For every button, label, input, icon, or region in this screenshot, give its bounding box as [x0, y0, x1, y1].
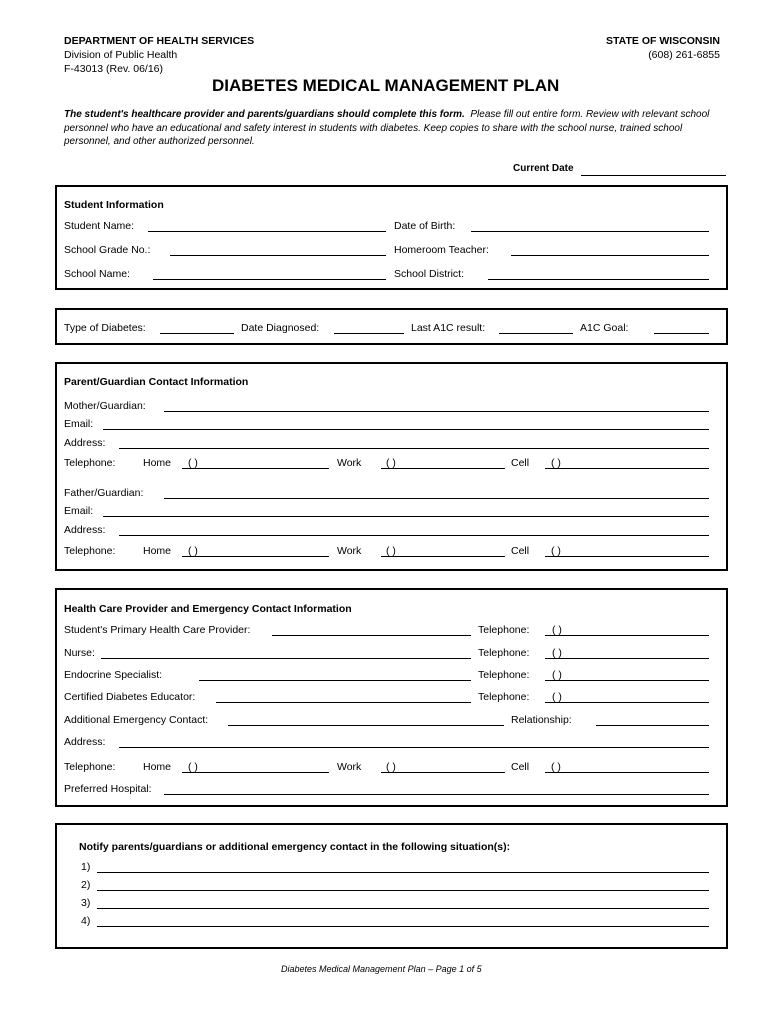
mother-home-paren: ( ) — [188, 457, 198, 469]
intro-rest: Please fill out entire form. Review with relevant school personnel who have an educational and safety interest in students with diabetes. Keep copies to share with the school nurse, trained school personnel, and other authorized personnel. — [64, 109, 710, 147]
mother-work-field[interactable] — [381, 468, 505, 469]
date-diagnosed-label: Date Diagnosed: — [241, 322, 320, 334]
mother-cell-label: Cell — [511, 457, 530, 469]
current-date-label: Current Date — [513, 163, 574, 174]
a1c-result-label: Last A1C result: — [411, 322, 486, 334]
endocrine-telephone-field[interactable] — [545, 680, 709, 681]
division-name: Division of Public Health — [64, 49, 178, 61]
contact-work-label: Work — [337, 761, 362, 773]
notify-item-3-field[interactable] — [97, 908, 709, 909]
district-field[interactable] — [488, 279, 709, 280]
primary-telephone-label: Telephone: — [478, 624, 530, 636]
notify-item-4-label: 4) — [81, 915, 91, 927]
a1c-goal-label: A1C Goal: — [580, 322, 629, 334]
nurse-field[interactable] — [101, 658, 471, 659]
diabetes-type-label: Type of Diabetes: — [64, 322, 146, 334]
state-phone: (608) 261-6855 — [648, 49, 720, 61]
additional-contact-label: Additional Emergency Contact: — [64, 714, 209, 726]
notify-item-2-label: 2) — [81, 879, 91, 891]
father-cell-label: Cell — [511, 545, 530, 557]
parent-info-heading: Parent/Guardian Contact Information — [64, 376, 249, 388]
father-work-field[interactable] — [381, 556, 505, 557]
homeroom-label: Homeroom Teacher: — [394, 244, 489, 256]
mother-work-paren: ( ) — [386, 457, 396, 469]
additional-contact-field[interactable] — [228, 725, 504, 726]
primary-telephone-paren: ( ) — [552, 624, 562, 636]
father-field[interactable] — [164, 498, 709, 499]
contact-home-field[interactable] — [182, 772, 329, 773]
homeroom-field[interactable] — [511, 255, 709, 256]
contact-cell-paren: ( ) — [551, 761, 561, 773]
hospital-label: Preferred Hospital: — [64, 783, 152, 795]
contact-telephone-label: Telephone: — [64, 761, 116, 773]
nurse-label: Nurse: — [64, 647, 95, 659]
contact-work-field[interactable] — [381, 772, 505, 773]
father-email-field[interactable] — [103, 516, 709, 517]
nurse-telephone-label: Telephone: — [478, 647, 530, 659]
cde-field[interactable] — [216, 702, 471, 703]
relationship-label: Relationship: — [511, 714, 572, 726]
grade-label: School Grade No.: — [64, 244, 151, 256]
mother-home-label: Home — [143, 457, 172, 469]
mother-home-field[interactable] — [182, 468, 329, 469]
grade-field[interactable] — [170, 255, 386, 256]
mother-address-label: Address: — [64, 437, 106, 449]
page-footer: Diabetes Medical Management Plan – Page 1 of 5 — [281, 964, 482, 974]
notify-item-3-label: 3) — [81, 897, 91, 909]
contact-home-paren: ( ) — [188, 761, 198, 773]
school-name-field[interactable] — [153, 279, 386, 280]
mother-work-label: Work — [337, 457, 362, 469]
contact-work-paren: ( ) — [386, 761, 396, 773]
mother-email-field[interactable] — [103, 429, 709, 430]
nurse-telephone-paren: ( ) — [552, 647, 562, 659]
endocrine-label: Endocrine Specialist: — [64, 669, 163, 681]
form-number: F-43013 (Rev. 06/16) — [64, 63, 164, 75]
father-cell-paren: ( ) — [551, 545, 561, 557]
primary-provider-label: Student's Primary Health Care Provider: — [64, 624, 251, 636]
contact-cell-field[interactable] — [545, 772, 709, 773]
relationship-field[interactable] — [596, 725, 709, 726]
endocrine-telephone-label: Telephone: — [478, 669, 530, 681]
contact-address-label: Address: — [64, 736, 106, 748]
mother-cell-paren: ( ) — [551, 457, 561, 469]
district-label: School District: — [394, 268, 465, 280]
father-address-field[interactable] — [119, 535, 709, 536]
father-work-paren: ( ) — [386, 545, 396, 557]
father-email-label: Email: — [64, 505, 94, 517]
father-telephone-label: Telephone: — [64, 545, 116, 557]
father-home-label: Home — [143, 545, 172, 557]
current-date-field[interactable] — [581, 175, 726, 176]
notify-heading: Notify parents/guardians or additional emergency contact in the following situation(s): — [79, 841, 511, 853]
endocrine-telephone-paren: ( ) — [552, 669, 562, 681]
student-name-field[interactable] — [148, 231, 386, 232]
mother-field[interactable] — [164, 411, 709, 412]
notify-item-4-field[interactable] — [97, 926, 709, 927]
department-name: DEPARTMENT OF HEALTH SERVICES — [64, 35, 255, 47]
cde-label: Certified Diabetes Educator: — [64, 691, 196, 703]
contact-cell-label: Cell — [511, 761, 530, 773]
father-home-field[interactable] — [182, 556, 329, 557]
nurse-telephone-field[interactable] — [545, 658, 709, 659]
dob-label: Date of Birth: — [394, 220, 456, 232]
a1c-result-field[interactable] — [499, 333, 573, 334]
father-work-label: Work — [337, 545, 362, 557]
diabetes-type-field[interactable] — [160, 333, 234, 334]
contact-address-field[interactable] — [119, 747, 709, 748]
primary-telephone-field[interactable] — [545, 635, 709, 636]
notify-item-2-field[interactable] — [97, 890, 709, 891]
a1c-goal-field[interactable] — [654, 333, 709, 334]
contact-home-label: Home — [143, 761, 172, 773]
dob-field[interactable] — [471, 231, 709, 232]
provider-info-heading: Health Care Provider and Emergency Contact Information — [64, 603, 352, 615]
state-name: STATE OF WISCONSIN — [606, 35, 720, 47]
primary-provider-field[interactable] — [272, 635, 471, 636]
notify-item-1-label: 1) — [81, 861, 91, 873]
mother-address-field[interactable] — [119, 448, 709, 449]
date-diagnosed-field[interactable] — [334, 333, 404, 334]
student-info-heading: Student Information — [64, 199, 164, 211]
notify-item-1-field[interactable] — [97, 872, 709, 873]
mother-label: Mother/Guardian: — [64, 400, 146, 412]
intro-text — [64, 108, 726, 149]
hospital-field[interactable] — [164, 794, 709, 795]
father-address-label: Address: — [64, 524, 106, 536]
cde-telephone-paren: ( ) — [552, 691, 562, 703]
father-home-paren: ( ) — [188, 545, 198, 557]
father-label: Father/Guardian: — [64, 487, 144, 499]
father-cell-field[interactable] — [545, 556, 709, 557]
mother-email-label: Email: — [64, 418, 94, 430]
cde-telephone-label: Telephone: — [478, 691, 530, 703]
student-name-label: Student Name: — [64, 220, 135, 232]
school-name-label: School Name: — [64, 268, 130, 280]
page-title: DIABETES MEDICAL MANAGEMENT PLAN — [212, 76, 560, 95]
intro-bold: The student's healthcare provider and parents/guardians should complete this form. — [64, 109, 465, 120]
endocrine-field[interactable] — [199, 680, 471, 681]
cde-telephone-field[interactable] — [545, 702, 709, 703]
mother-cell-field[interactable] — [545, 468, 709, 469]
mother-telephone-label: Telephone: — [64, 457, 116, 469]
